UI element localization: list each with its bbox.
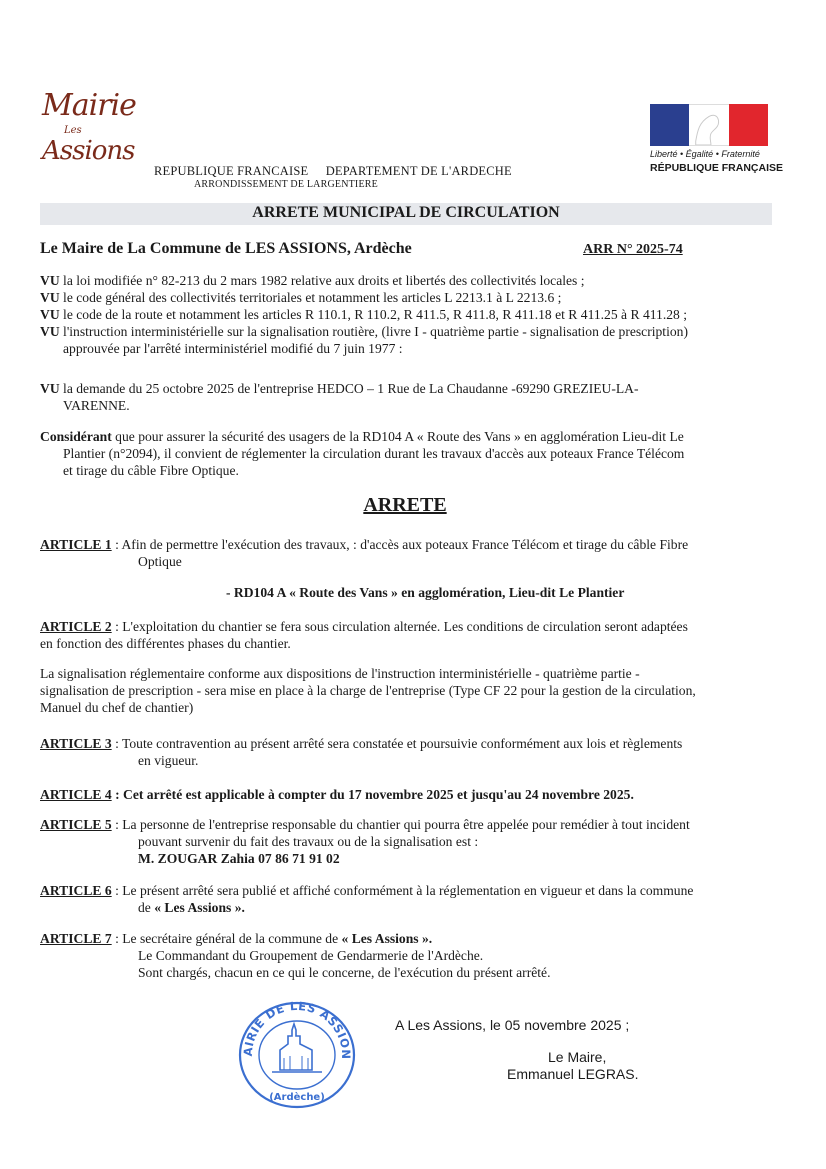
- stamp-ring-text: AIRIE DE LES ASSION: [240, 1000, 354, 1060]
- article-1: ARTICLE 1 : Afin de permettre l'exécution des travaux, : d'accès aux poteaux France Télécom et tirage du câble Fibre Optique - RD104 A « Route des Vans » en agglomération, Lieu-dit Le Plantier: [40, 536, 774, 601]
- header-line: [154, 164, 526, 179]
- vu-item: VU la loi modifiée n° 82-213 du 2 mars 1982 relative aux droits et libertés des collectivités locales ;: [40, 273, 585, 288]
- mairie-logo: [30, 88, 150, 178]
- arrete-heading: ARRETE: [363, 494, 447, 516]
- republique-francaise-label: RÉPUBLIQUE FRANÇAISE: [650, 162, 784, 174]
- article-4: ARTICLE 4 : Cet arrêté est applicable à compter du 17 novembre 2025 et jusqu'au 24 novembre 2025.: [40, 787, 634, 802]
- signatory-name: Emmanuel LEGRAS.: [507, 1066, 639, 1082]
- marianne-profile-icon: [689, 105, 729, 145]
- devise-text: Liberté • Égalité • Fraternité: [650, 149, 760, 159]
- place-date: A Les Assions, le 05 novembre 2025 ;: [395, 1017, 630, 1033]
- flag-blue-band: [650, 104, 689, 146]
- contact-person: M. ZOUGAR Zahia 07 86 71 91 02: [138, 851, 340, 866]
- stamp-seal-icon: [236, 1000, 358, 1110]
- logo-word-mairie: Mairie: [42, 88, 136, 123]
- flag-red-band: [729, 104, 768, 146]
- vu-list: [40, 272, 774, 357]
- article-2: ARTICLE 2 : L'exploitation du chantier se fera sous circulation alternée. Les conditions de circulation seront adaptées en fonction des différentes phases du chantier. La signalisation réglementaire conforme aux dispositions de l'instruction interministérielle - quatrième partie - signalisation de prescription - sera mise en place à la charge de l'entreprise (Type CF 22 pour la gestion de la circulation, Manuel du chef de chantier): [40, 619, 696, 715]
- vu-item: VU l'instruction interministérielle sur la signalisation routière, (livre I - quatrième partie - signalisation de prescription): [40, 324, 688, 339]
- vu-demande: VU la demande du 25 octobre 2025 de l'entreprise HEDCO – 1 Rue de La Chaudanne -69290 GREZIEU-LA- VARENNE.: [40, 381, 639, 413]
- vu-item: VU le code général des collectivités territoriales et notamment les articles L 2213.1 à L 2213.6 ;: [40, 290, 562, 305]
- maire-line: Le Maire de La Commune de LES ASSIONS, Ardèche: [40, 240, 412, 257]
- article-1-location: - RD104 A « Route des Vans » en agglomération, Lieu-dit Le Plantier: [226, 585, 625, 600]
- vu-item: VU le code de la route et notamment les articles R 110.1, R 110.2, R 411.5, R 411.8, R 411.18 et R 411.25 à R 411.28 ;: [40, 307, 688, 322]
- considerant: Considérant que pour assurer la sécurité des usagers de la RD104 A « Route des Vans » en agglomération Lieu-dit Le Plantier (n°2094), il convient de réglementer la circulation durant les travaux d'accès aux poteaux France Télécom et tirage du câble Fibre Optique.: [40, 429, 685, 478]
- republique-label: REPUBLIQUE FRANCAISE: [154, 164, 309, 178]
- signatory-role: Le Maire,: [548, 1049, 607, 1065]
- arrondissement-label: ARRONDISSEMENT DE LARGENTIERE: [194, 179, 378, 190]
- article-7: ARTICLE 7 : Le secrétaire général de la commune de « Les Assions ». Le Commandant du Groupement de Gendarmerie de l'Ardèche. Sont chargés, chacun en ce qui le concerne, de l'exécution du présent arrêté.: [40, 931, 551, 980]
- article-3: ARTICLE 3 : Toute contravention au présent arrêté sera constatée et poursuivie conformément aux lois et règlements en vigueur.: [40, 736, 683, 768]
- vu-item-continuation: approuvée par l'arrêté interministériel modifié du 7 juin 1977 :: [63, 341, 403, 356]
- marianne-logo: [650, 104, 768, 146]
- mairie-stamp: [236, 1000, 358, 1110]
- flag-white-band: [689, 104, 729, 146]
- article-5: ARTICLE 5 : La personne de l'entreprise responsable du chantier qui pourra être appelée pour remédier à tout incident pouvant survenir du fait des travaux ou de la signalisation est : M. ZOUGAR Zahia 07 86 71 91 02: [40, 816, 774, 867]
- stamp-bottom-text: (Ardèche): [269, 1092, 325, 1103]
- logo-word-les: Les: [64, 125, 82, 136]
- article-6: ARTICLE 6 : Le présent arrêté sera publié et affiché conformément à la réglementation en vigueur et dans la commune de « Les Assions ».: [40, 883, 694, 915]
- departement-label: DEPARTEMENT DE L'ARDECHE: [325, 164, 512, 178]
- document-title: ARRETE MUNICIPAL DE CIRCULATION: [252, 204, 560, 221]
- logo-word-assions: Assions: [42, 136, 135, 166]
- arrete-number: ARR N° 2025-74: [583, 242, 683, 257]
- svg-text:MAIRIE DE LES ASSIONS: [236, 1000, 353, 1060]
